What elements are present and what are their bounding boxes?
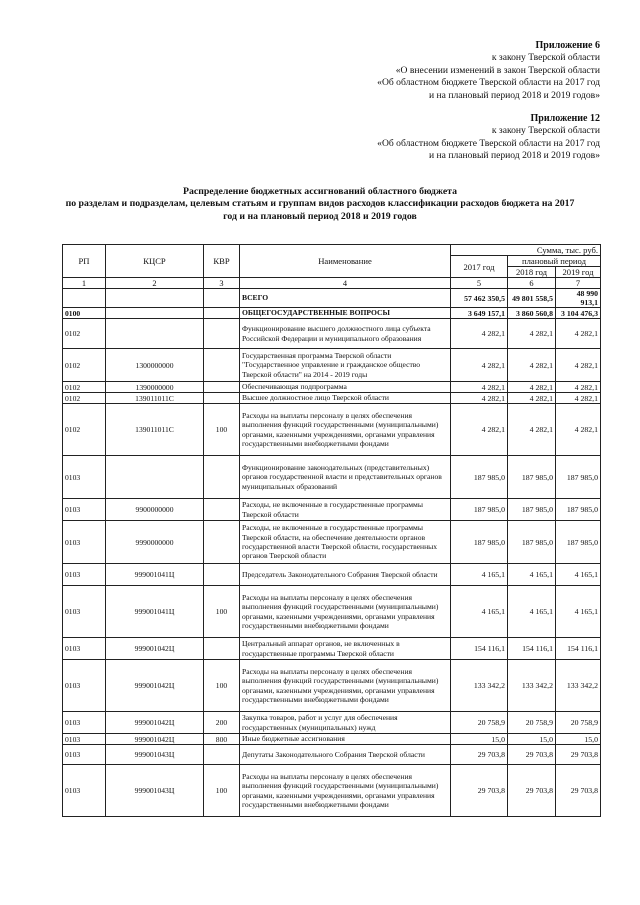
table-row: [63, 564, 601, 586]
table-row: [63, 382, 601, 393]
kvr-cell: [204, 382, 240, 393]
kvr-cell: [204, 456, 240, 499]
name-cell: Расходы, не включенные в государственные программы Тверской области, на обеспечение деятельности органов государственной власти Тверской области, государственных органов Тверской области: [240, 521, 451, 564]
title-line: Распределение бюджетных ассигнований областного бюджета: [182, 186, 458, 197]
table-row: [63, 499, 601, 521]
header-kvr: КВР: [204, 245, 240, 278]
value-2017-cell: 4 282,1: [451, 319, 508, 349]
value-2018-cell: 49 801 558,5: [508, 289, 556, 308]
value-2017-cell: 4 282,1: [451, 404, 508, 456]
budget-table: [62, 244, 601, 817]
kcsr-cell: [106, 319, 204, 349]
value-2017-cell: 4 282,1: [451, 382, 508, 393]
value-2019-cell: 4 282,1: [556, 319, 601, 349]
value-2019-cell: 48 990 913,1: [556, 289, 601, 308]
appendix-12-line: и на плановый период 2018 и 2019 годов»: [429, 150, 600, 162]
col-number: 5: [451, 278, 508, 289]
value-2019-cell: 29 703,8: [556, 765, 601, 817]
value-2019-cell: 15,0: [556, 734, 601, 745]
kcsr-cell: 999001042Ц: [106, 712, 204, 734]
value-2018-cell: 187 985,0: [508, 456, 556, 499]
kvr-cell: [204, 745, 240, 765]
rp-cell: [63, 289, 106, 308]
value-2018-cell: 187 985,0: [508, 521, 556, 564]
value-2018-cell: 4 282,1: [508, 319, 556, 349]
value-2018-cell: 4 282,1: [508, 349, 556, 382]
value-2017-cell: 29 703,8: [451, 765, 508, 817]
col-number: 7: [556, 278, 601, 289]
value-2019-cell: 4 282,1: [556, 382, 601, 393]
header-2019: 2019 год: [556, 267, 601, 278]
kvr-cell: [204, 349, 240, 382]
kvr-cell: 100: [204, 586, 240, 638]
kvr-cell: [204, 638, 240, 660]
value-2017-cell: 20 758,9: [451, 712, 508, 734]
kvr-cell: [204, 499, 240, 521]
value-2019-cell: 4 165,1: [556, 564, 601, 586]
rp-cell: 0103: [63, 660, 106, 712]
kcsr-cell: 999001043Ц: [106, 745, 204, 765]
table-row: [63, 638, 601, 660]
value-2017-cell: 3 649 157,1: [451, 308, 508, 319]
col-number: 4: [240, 278, 451, 289]
kcsr-cell: 999001041Ц: [106, 586, 204, 638]
rp-cell: 0103: [63, 745, 106, 765]
value-2019-cell: 4 282,1: [556, 393, 601, 404]
rp-cell: 0102: [63, 393, 106, 404]
col-number: 3: [204, 278, 240, 289]
value-2019-cell: 3 104 476,3: [556, 308, 601, 319]
table-row: [63, 586, 601, 638]
col-number: 2: [106, 278, 204, 289]
table-row: [63, 289, 601, 308]
value-2018-cell: 29 703,8: [508, 745, 556, 765]
rp-cell: 0100: [63, 308, 106, 319]
name-cell: Расходы на выплаты персоналу в целях обеспечения выполнения функций государственными (муниципальными) органами, казенными учреждениями, органами управления государственными внебюджетными фондами: [240, 765, 451, 817]
appendix-6-header: [377, 40, 600, 102]
value-2018-cell: 4 165,1: [508, 564, 556, 586]
value-2019-cell: 20 758,9: [556, 712, 601, 734]
value-2017-cell: 187 985,0: [451, 456, 508, 499]
value-2018-cell: 15,0: [508, 734, 556, 745]
name-cell: Расходы, не включенные в государственные программы Тверской области: [240, 499, 451, 521]
rp-cell: 0103: [63, 564, 106, 586]
appendix-6-line: «Об областном бюджете Тверской области на 2017 год: [377, 77, 600, 89]
kvr-cell: [204, 308, 240, 319]
title-line: год и на плановый период 2018 и 2019 годов: [223, 210, 417, 222]
value-2019-cell: 4 165,1: [556, 586, 601, 638]
value-2017-cell: 133 342,2: [451, 660, 508, 712]
rp-cell: 0103: [63, 586, 106, 638]
value-2018-cell: 4 282,1: [508, 393, 556, 404]
name-cell: ОБЩЕГОСУДАРСТВЕННЫЕ ВОПРОСЫ: [240, 308, 451, 319]
value-2019-cell: 187 985,0: [556, 456, 601, 499]
name-cell: Высшее должностное лицо Тверской области: [240, 393, 451, 404]
title-line: по разделам и подразделам, целевым статьям и группам видов расходов классификации расходов бюджета на 2017: [65, 198, 575, 210]
header-sum: Сумма, тыс. руб.: [451, 245, 601, 256]
table-row: [63, 456, 601, 499]
value-2017-cell: 4 282,1: [451, 349, 508, 382]
header-name: Наименование: [240, 245, 451, 278]
value-2018-cell: 20 758,9: [508, 712, 556, 734]
value-2017-cell: 4 165,1: [451, 564, 508, 586]
table-row: [63, 308, 601, 319]
name-cell: Расходы на выплаты персоналу в целях обеспечения выполнения функций государственными (муниципальными) органами, казенными учреждениями, органами управления государственными внебюджетными фондами: [240, 660, 451, 712]
kcsr-cell: 139011011С: [106, 404, 204, 456]
value-2018-cell: 29 703,8: [508, 765, 556, 817]
table-row: [63, 745, 601, 765]
kvr-cell: [204, 393, 240, 404]
kcsr-cell: 999001042Ц: [106, 638, 204, 660]
kcsr-cell: 999001043Ц: [106, 765, 204, 817]
rp-cell: 0103: [63, 638, 106, 660]
kvr-cell: 100: [204, 765, 240, 817]
name-cell: Центральный аппарат органов, не включенных в государственные программы Тверской области: [240, 638, 451, 660]
kvr-cell: [204, 319, 240, 349]
appendix-6-line: «О внесении изменений в закон Тверской области: [395, 64, 600, 76]
header-plan: плановый период: [508, 256, 601, 267]
document-title: [40, 186, 600, 223]
value-2017-cell: 57 462 350,5: [451, 289, 508, 308]
value-2018-cell: 4 282,1: [508, 382, 556, 393]
value-2019-cell: 187 985,0: [556, 499, 601, 521]
name-cell: Обеспечивающая подпрограмма: [240, 382, 451, 393]
kcsr-cell: 999001042Ц: [106, 734, 204, 745]
kvr-cell: 800: [204, 734, 240, 745]
value-2019-cell: 187 985,0: [556, 521, 601, 564]
kvr-cell: 100: [204, 404, 240, 456]
kcsr-cell: [106, 289, 204, 308]
value-2017-cell: 187 985,0: [451, 499, 508, 521]
value-2019-cell: 4 282,1: [556, 404, 601, 456]
name-cell: Иные бюджетные ассигнования: [240, 734, 451, 745]
table-row: [63, 404, 601, 456]
name-cell: Председатель Законодательного Собрания Тверской области: [240, 564, 451, 586]
value-2019-cell: 154 116,1: [556, 638, 601, 660]
value-2017-cell: 187 985,0: [451, 521, 508, 564]
rp-cell: 0103: [63, 521, 106, 564]
value-2018-cell: 187 985,0: [508, 499, 556, 521]
table-row: [63, 660, 601, 712]
table-row: [63, 319, 601, 349]
value-2019-cell: 29 703,8: [556, 745, 601, 765]
col-number: 6: [508, 278, 556, 289]
rp-cell: 0103: [63, 765, 106, 817]
header-kcsr: КЦСР: [106, 245, 204, 278]
table-row: [63, 521, 601, 564]
value-2017-cell: 29 703,8: [451, 745, 508, 765]
kcsr-cell: 1390000000: [106, 382, 204, 393]
kcsr-cell: 999001042Ц: [106, 660, 204, 712]
name-cell: ВСЕГО: [240, 289, 451, 308]
value-2019-cell: 133 342,2: [556, 660, 601, 712]
kcsr-cell: 9900000000: [106, 499, 204, 521]
table-row: [63, 393, 601, 404]
value-2017-cell: 4 165,1: [451, 586, 508, 638]
table-row: [63, 712, 601, 734]
name-cell: Закупка товаров, работ и услуг для обеспечения государственных (муниципальных) нужд: [240, 712, 451, 734]
appendix-12-line: «Об областном бюджете Тверской области на 2017 год: [377, 137, 600, 149]
kcsr-cell: 1300000000: [106, 349, 204, 382]
table-body: [63, 289, 601, 817]
kcsr-cell: 9990000000: [106, 521, 204, 564]
header-2017: 2017 год: [451, 256, 508, 278]
value-2018-cell: 154 116,1: [508, 638, 556, 660]
name-cell: Расходы на выплаты персоналу в целях обеспечения выполнения функций государственными (муниципальными) органами, казенными учреждениями, органами управления государственными внебюджетными фондами: [240, 404, 451, 456]
value-2018-cell: 4 282,1: [508, 404, 556, 456]
value-2017-cell: 15,0: [451, 734, 508, 745]
table-row: [63, 734, 601, 745]
appendix-6-title: Приложение 6: [535, 40, 600, 51]
table-row: [63, 349, 601, 382]
rp-cell: 0103: [63, 734, 106, 745]
name-cell: Расходы на выплаты персоналу в целях обеспечения выполнения функций государственными (муниципальными) органами, казенными учреждениями, органами управления государственными внебюджетными фондами: [240, 586, 451, 638]
rp-cell: 0102: [63, 349, 106, 382]
name-cell: Функционирование высшего должностного лица субъекта Российской Федерации и муниципального образования: [240, 319, 451, 349]
value-2018-cell: 4 165,1: [508, 586, 556, 638]
value-2018-cell: 3 860 560,8: [508, 308, 556, 319]
kcsr-cell: [106, 308, 204, 319]
name-cell: Функционирование законодательных (представительных) органов государственной власти и представительных органов муниципальных образований: [240, 456, 451, 499]
kcsr-cell: 139011011С: [106, 393, 204, 404]
header-2018: 2018 год: [508, 267, 556, 278]
kvr-cell: [204, 521, 240, 564]
rp-cell: 0103: [63, 499, 106, 521]
header-rp: РП: [63, 245, 106, 278]
col-number: 1: [63, 278, 106, 289]
rp-cell: 0102: [63, 382, 106, 393]
value-2019-cell: 4 282,1: [556, 349, 601, 382]
kcsr-cell: [106, 456, 204, 499]
name-cell: Государственная программа Тверской области "Государственное управление и гражданское общество Тверской области" на 2014 - 2019 годы: [240, 349, 451, 382]
rp-cell: 0103: [63, 712, 106, 734]
appendix-12-title: Приложение 12: [530, 113, 600, 124]
kcsr-cell: 999001041Ц: [106, 564, 204, 586]
appendix-6-line: и на плановый период 2018 и 2019 годов»: [429, 89, 600, 101]
kvr-cell: 200: [204, 712, 240, 734]
value-2018-cell: 133 342,2: [508, 660, 556, 712]
kvr-cell: [204, 564, 240, 586]
rp-cell: 0103: [63, 456, 106, 499]
appendix-12-line: к закону Тверской области: [491, 125, 600, 137]
table-row: [63, 765, 601, 817]
appendix-12-header: [377, 113, 600, 163]
value-2017-cell: 154 116,1: [451, 638, 508, 660]
rp-cell: 0102: [63, 319, 106, 349]
rp-cell: 0102: [63, 404, 106, 456]
kvr-cell: [204, 289, 240, 308]
appendix-6-line: к закону Тверской области: [491, 52, 600, 64]
value-2017-cell: 4 282,1: [451, 393, 508, 404]
name-cell: Депутаты Законодательного Собрания Тверской области: [240, 745, 451, 765]
kvr-cell: 100: [204, 660, 240, 712]
